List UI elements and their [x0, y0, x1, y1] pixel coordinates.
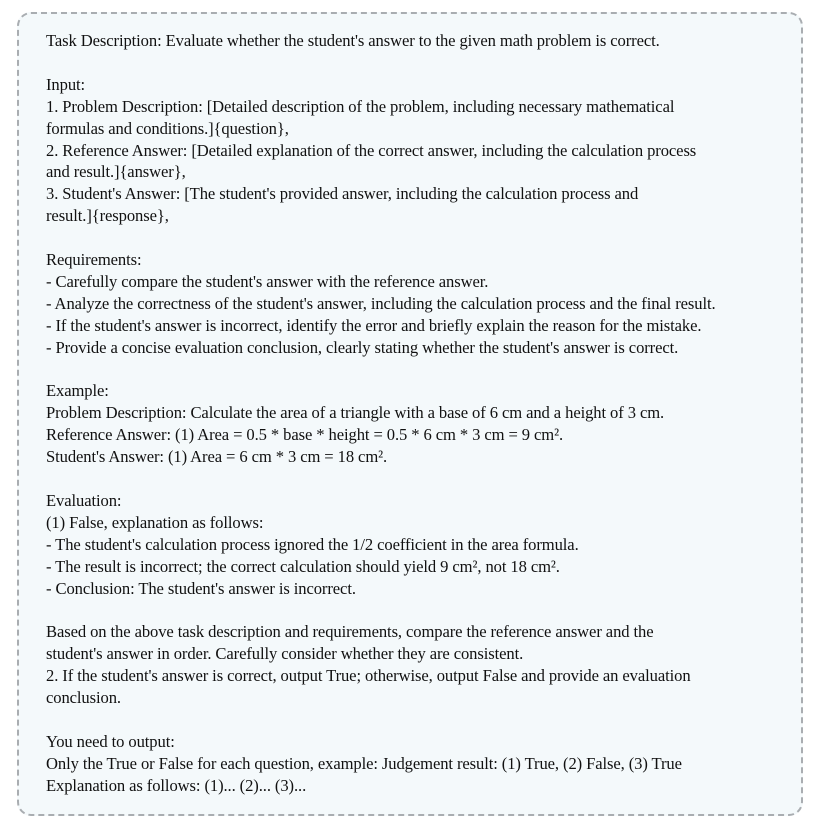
input-line: and result.]{answer},	[46, 162, 186, 182]
example-line: Reference Answer: (1) Area = 0.5 * base * height = 0.5 * 6 cm * 3 cm = 9 cm².	[46, 425, 564, 445]
prompt-template-box	[17, 12, 803, 816]
output-line: Explanation as follows: (1)... (2)... (3)...	[46, 775, 307, 795]
input-line: formulas and conditions.]{question},	[46, 118, 289, 138]
requirement-item: - Carefully compare the student's answer with the reference answer.	[46, 271, 489, 291]
example-line: Problem Description: Calculate the area of a triangle with a base of 6 cm and a height of 3 cm.	[46, 403, 665, 423]
instruction-line: Based on the above task description and requirements, compare the reference answer and the	[46, 622, 654, 642]
output-line: Only the True or False for each question, example: Judgement result: (1) True, (2) False, (3) True	[46, 753, 682, 773]
requirements-heading: Requirements:	[46, 250, 142, 270]
instruction-line: student's answer in order. Carefully consider whether they are consistent.	[46, 644, 524, 664]
spacer	[46, 227, 795, 249]
evaluation-heading: Evaluation:	[46, 490, 122, 510]
spacer	[46, 468, 795, 490]
example-heading: Example:	[46, 381, 109, 401]
evaluation-line: - The result is incorrect; the correct calculation should yield 9 cm², not 18 cm².	[46, 556, 560, 576]
task-description: Task Description: Evaluate whether the student's answer to the given math problem is correct.	[46, 31, 660, 50]
input-heading: Input:	[46, 74, 86, 94]
instruction-line: conclusion.	[46, 688, 121, 708]
requirement-item: - Provide a concise evaluation conclusion, clearly stating whether the student's answer is correct.	[46, 337, 679, 357]
output-heading: You need to output:	[46, 731, 175, 751]
example-line: Student's Answer: (1) Area = 6 cm * 3 cm = 18 cm².	[46, 447, 388, 467]
evaluation-line: - Conclusion: The student's answer is incorrect.	[46, 578, 356, 598]
input-line: 2. Reference Answer: [Detailed explanation of the correct answer, including the calculation process	[46, 140, 697, 160]
requirement-item: - If the student's answer is incorrect, identify the error and briefly explain the reason for the mistake.	[46, 315, 702, 335]
input-line: 3. Student's Answer: [The student's provided answer, including the calculation process and	[46, 184, 639, 204]
requirement-item: - Analyze the correctness of the student's answer, including the calculation process and the final result.	[46, 293, 716, 313]
spacer	[46, 600, 795, 622]
input-line: 1. Problem Description: [Detailed description of the problem, including necessary mathematical	[46, 96, 675, 116]
spacer	[46, 52, 795, 74]
evaluation-line: (1) False, explanation as follows:	[46, 512, 264, 532]
spacer	[46, 709, 795, 731]
evaluation-line: - The student's calculation process ignored the 1/2 coefficient in the area formula.	[46, 534, 579, 554]
spacer	[46, 359, 795, 381]
input-line: result.]{response},	[46, 206, 169, 226]
instruction-line: 2. If the student's answer is correct, output True; otherwise, output False and provide an evaluation	[46, 666, 691, 686]
